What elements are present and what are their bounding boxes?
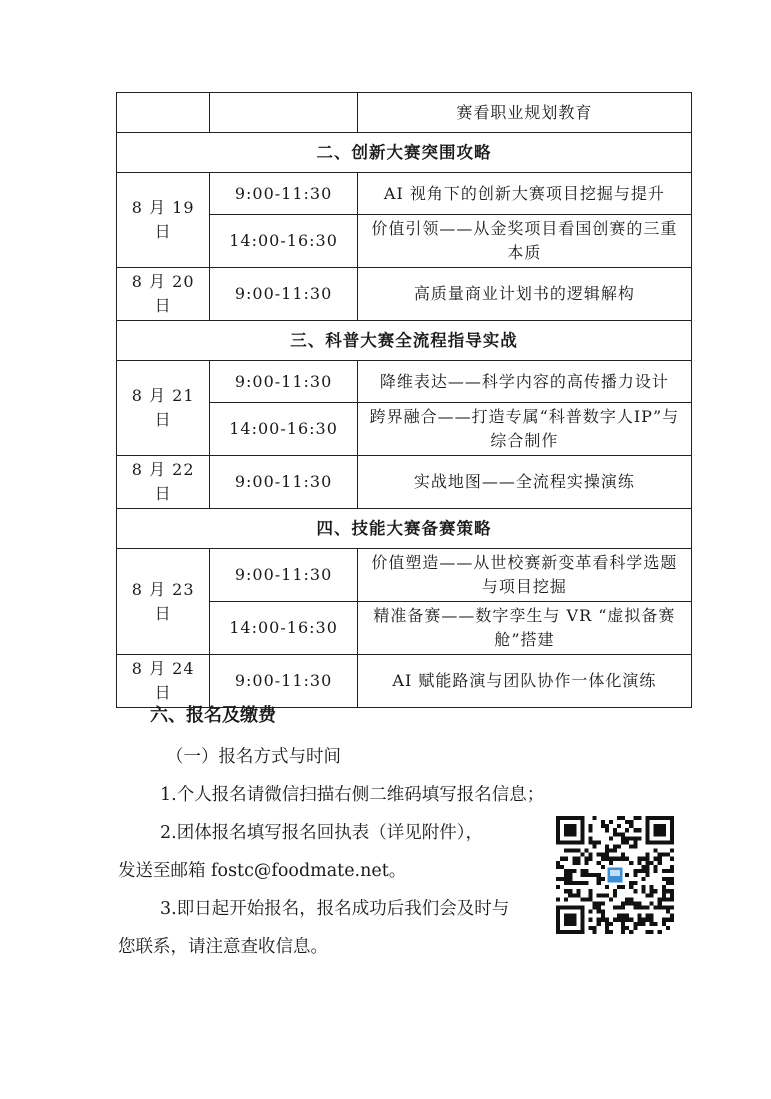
time-cell: 9:00-11:30 (210, 655, 358, 708)
topic-cell: AI 赋能路演与团队协作一体化演练 (357, 655, 691, 708)
time-cell: 9:00-11:30 (210, 361, 358, 403)
topic-cell: AI 视角下的创新大赛项目挖掘与提升 (357, 173, 691, 215)
topic-cell: 精准备赛——数字孪生与 VR “虚拟备赛舱”搭建 (357, 602, 691, 655)
section-header-row (117, 509, 692, 549)
registration-item-3-line-1: 3.即日起开始报名，报名成功后我们会及时与 (160, 899, 510, 919)
topic-cell: 价值引领——从金奖项目看国创赛的三重本质 (357, 215, 691, 268)
section-title: 三、科普大赛全流程指导实战 (117, 321, 692, 361)
date-cell: 8 月 22 日 (117, 456, 210, 509)
time-cell: 9:00-11:30 (210, 173, 358, 215)
registration-item-1: 1.个人报名请微信扫描右侧二维码填写报名信息； (160, 785, 545, 805)
time-cell: 14:00-16:30 (210, 602, 358, 655)
section-header-row (117, 321, 692, 361)
date-cell: 8 月 19 日 (117, 173, 210, 268)
section-title: 二、创新大赛突围攻略 (117, 133, 692, 173)
table-row (117, 173, 692, 215)
section-title: 四、技能大赛备赛策略 (117, 509, 692, 549)
date-cell: 8 月 21 日 (117, 361, 210, 456)
date-cell: 8 月 20 日 (117, 268, 210, 321)
topic-cell: 高质量商业计划书的逻辑解构 (357, 268, 691, 321)
date-cell: 8 月 24 日 (117, 655, 210, 708)
time-cell: 9:00-11:30 (210, 268, 358, 321)
section-header-row (117, 133, 692, 173)
date-cell (117, 93, 210, 133)
schedule-table (116, 92, 692, 708)
registration-item-2-line-2: 发送至邮箱 fostc@foodmate.net。 (118, 861, 407, 881)
registration-item-3-line-2: 您联系，请注意查收信息。 (118, 937, 328, 957)
table-row (117, 93, 692, 133)
section-heading-registration: 六、报名及缴费 (150, 705, 276, 726)
table-row (117, 456, 692, 509)
time-cell: 14:00-16:30 (210, 215, 358, 268)
table-row (117, 549, 692, 602)
topic-cell: 降维表达——科学内容的高传播力设计 (357, 361, 691, 403)
topic-cell: 跨界融合——打造专属“科普数字人IP”与综合制作 (357, 403, 691, 456)
table-row (117, 268, 692, 321)
topic-cell: 赛看职业规划教育 (357, 93, 691, 133)
time-cell: 9:00-11:30 (210, 549, 358, 602)
time-cell: 9:00-11:30 (210, 456, 358, 509)
table-row (117, 655, 692, 708)
time-cell: 14:00-16:30 (210, 403, 358, 456)
topic-cell: 实战地图——全流程实操演练 (357, 456, 691, 509)
subheading-method-time: （一）报名方式与时间 (166, 747, 341, 767)
registration-item-2-line-1: 2.团体报名填写报名回执表（详见附件）， (160, 823, 483, 843)
qr-code-icon[interactable] (556, 816, 674, 934)
table-row (117, 361, 692, 403)
time-cell (210, 93, 358, 133)
date-cell: 8 月 23 日 (117, 549, 210, 655)
topic-cell: 价值塑造——从世校赛新变革看科学选题与项目挖掘 (357, 549, 691, 602)
